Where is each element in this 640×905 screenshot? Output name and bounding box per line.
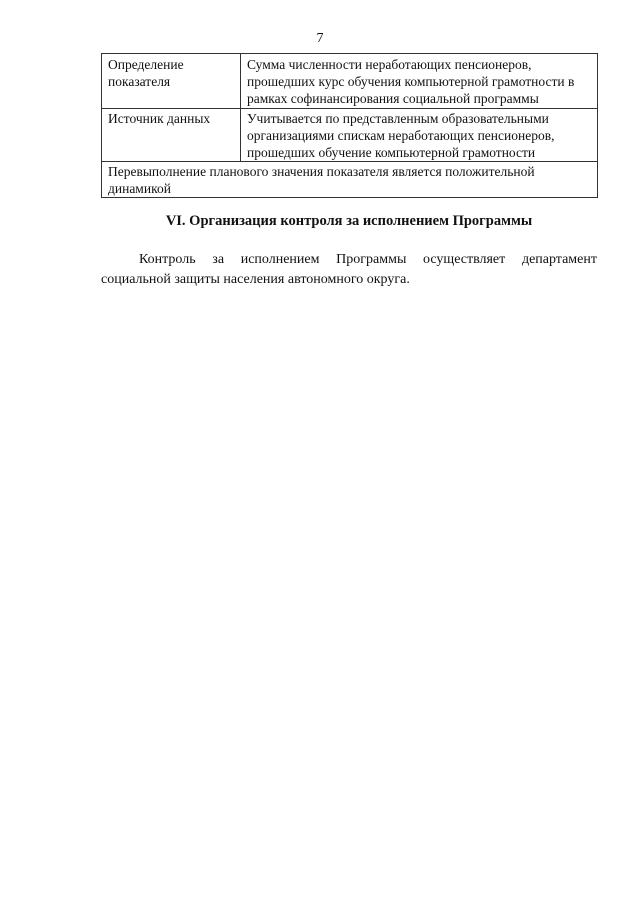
table-note: Перевыполнение планового значения показателя является положительной динамикой (102, 162, 598, 198)
indicator-table (101, 53, 598, 198)
table-row-note (102, 162, 598, 198)
table-row-source (102, 109, 598, 162)
table-cell-label: Источник данных (102, 109, 241, 162)
table-cell-value: Учитывается по представленным образовательными организациями спискам неработающих пенсионеров, прошедших обучение компьютерной грамотности (241, 109, 598, 162)
table-cell-label: Определение показателя (102, 54, 241, 109)
table-cell-value: Сумма численности неработающих пенсионеров, прошедших курс обучения компьютерной грамотности в рамках софинансирования социальной программы (241, 54, 598, 109)
section-heading: VI. Организация контроля за исполнением Программы (165, 213, 533, 229)
page-number: 7 (316, 31, 324, 46)
table-row-definition (102, 54, 598, 109)
section-paragraph: Контроль за исполнением Программы осуществляет департамент социальной защиты населения автономного округа. (101, 252, 597, 287)
